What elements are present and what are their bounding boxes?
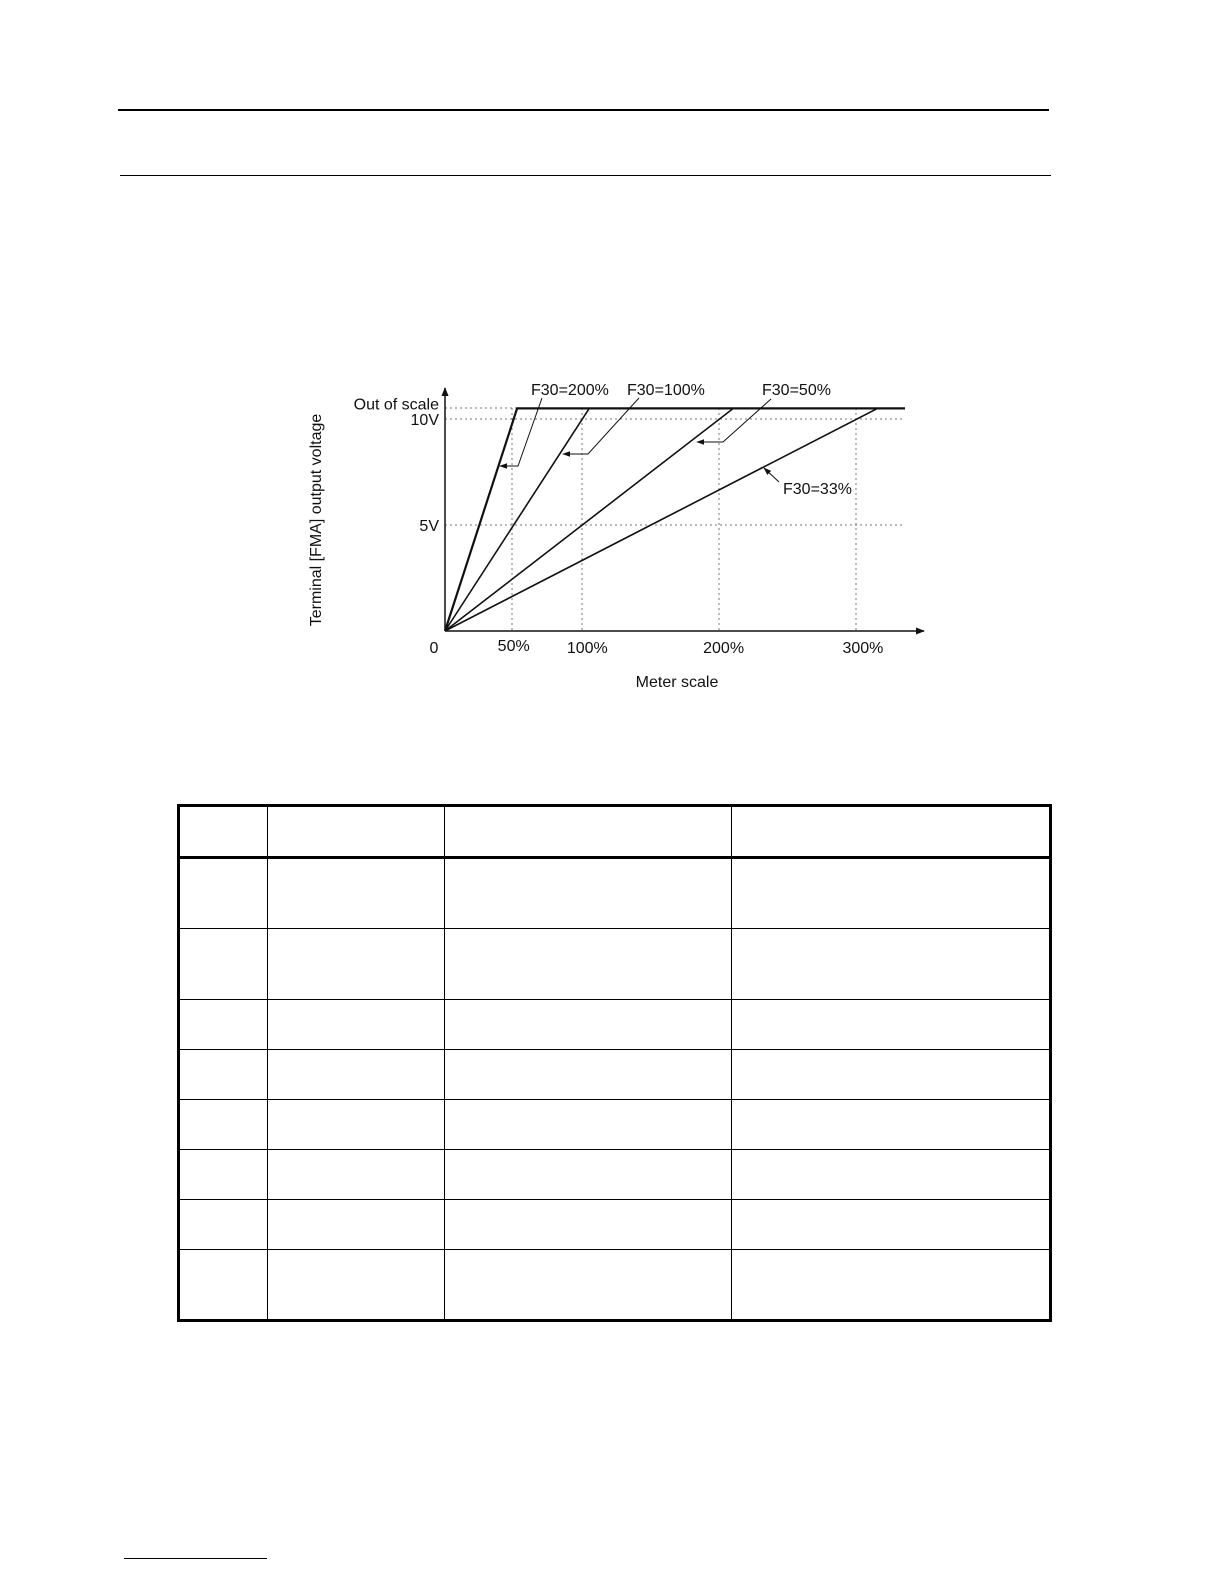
x-tick-label-0: 0 [429, 640, 439, 657]
series-callouts [500, 382, 852, 498]
series-label-f30-200: F30=200% [531, 382, 609, 399]
table-cell [179, 858, 268, 929]
series-label-f30-50: F30=50% [762, 382, 831, 399]
table-cell [445, 1100, 732, 1150]
table-cell [732, 1150, 1051, 1200]
table-cell [179, 1100, 268, 1150]
table-row [179, 1200, 1051, 1250]
table-cell [445, 1050, 732, 1100]
table-cell [268, 929, 445, 1000]
table-cell [179, 1250, 268, 1321]
table-row [179, 858, 1051, 929]
series-line-0 [445, 408, 905, 631]
callout-arrow-f30-100 [563, 398, 639, 454]
tick-layer [354, 396, 884, 657]
table-row [179, 1150, 1051, 1200]
table-row [179, 1000, 1051, 1050]
table-cell [268, 1200, 445, 1250]
series-line-2 [445, 408, 905, 631]
table-cell [445, 1000, 732, 1050]
x-axis-label: Meter scale [635, 674, 719, 690]
x-tick-label-2: 100% [566, 640, 608, 657]
series-layer [445, 408, 905, 631]
table-cell [445, 1250, 732, 1321]
output-voltage-chart [290, 370, 940, 690]
table-cell [732, 1000, 1051, 1050]
table-cell [732, 1100, 1051, 1150]
grid-lines [445, 408, 905, 631]
table-cell [179, 929, 268, 1000]
table-cell [732, 806, 1051, 858]
y-axis-label: Terminal [FMA] output voltage [308, 413, 325, 627]
table-cell [268, 1100, 445, 1150]
table-cell [445, 929, 732, 1000]
table-row [179, 806, 1051, 858]
table-cell [268, 858, 445, 929]
x-tick-label-4: 300% [842, 640, 884, 657]
table-cell [732, 1050, 1051, 1100]
table-cell [268, 806, 445, 858]
table-row [179, 929, 1051, 1000]
table-cell [179, 1200, 268, 1250]
table-row [179, 1250, 1051, 1321]
y-tick-label-2: Out of scale [353, 396, 439, 414]
y-tick-label-0: 5V [419, 518, 439, 535]
table-cell [179, 806, 268, 858]
table-cell [445, 806, 732, 858]
callout-arrow-f30-50 [697, 399, 771, 442]
series-line-3 [445, 408, 905, 631]
table-cell [268, 1250, 445, 1321]
table-cell [179, 1050, 268, 1100]
y-tick-label-1: 10V [410, 412, 439, 429]
series-line-1 [445, 408, 905, 631]
series-label-f30-100: F30=100% [627, 382, 705, 399]
table-cell [732, 929, 1051, 1000]
series-label-f30-33: F30=33% [783, 481, 852, 498]
table-cell [732, 858, 1051, 929]
footnote-rule [124, 1558, 267, 1559]
callout-arrow-f30-33 [764, 468, 779, 482]
table-cell [732, 1250, 1051, 1321]
table-cell [445, 858, 732, 929]
x-tick-label-1: 50% [497, 638, 530, 655]
table-cell [268, 1000, 445, 1050]
table-cell [268, 1150, 445, 1200]
table-cell [445, 1150, 732, 1200]
table-cell [179, 1150, 268, 1200]
table-cell [732, 1200, 1051, 1250]
table-cell [445, 1200, 732, 1250]
table-row [179, 1050, 1051, 1100]
table-cell [268, 1050, 445, 1100]
header-rule-bottom [120, 175, 1051, 176]
header-rule-top [118, 109, 1049, 111]
parameter-table [177, 804, 1052, 1322]
table-row [179, 1100, 1051, 1150]
x-tick-label-3: 200% [703, 640, 745, 657]
table-cell [179, 1000, 268, 1050]
